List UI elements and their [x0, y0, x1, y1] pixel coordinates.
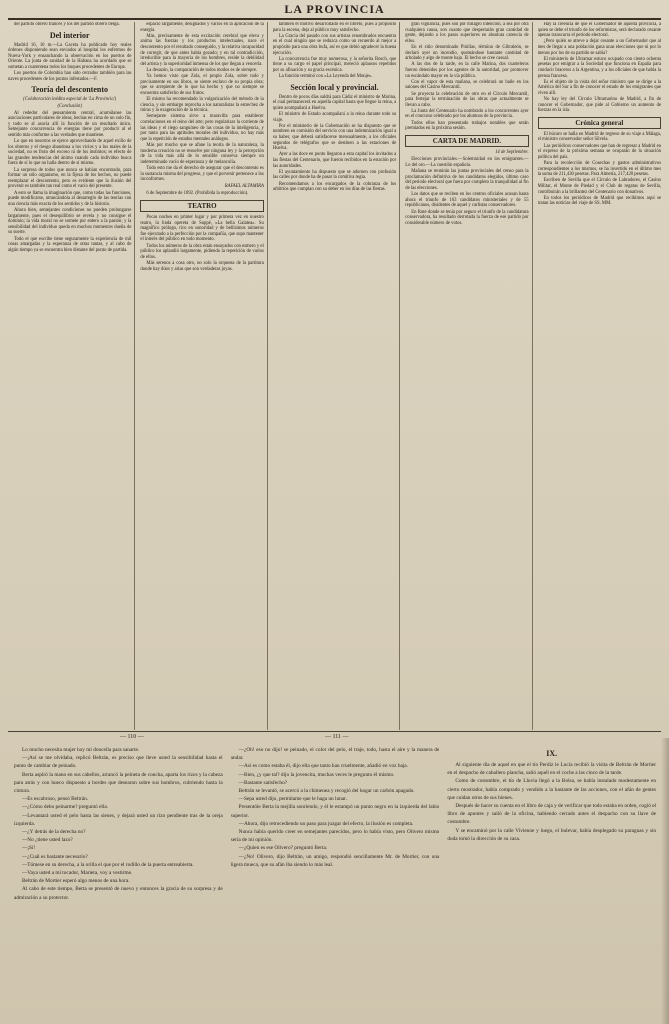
article-paragraph: El ministerio de Ultramar estuvo ocupado con ciento ochenta pesetas por emigrar a la Sociedad que funciona en España para conducir braceros a la Argentina, y a los oficiales de que habla la prensa francesa.: [537, 56, 662, 79]
byline: 14 de Septiembre.: [495, 149, 529, 155]
article-paragraph: Lo mucho necesita mujer hoy mi doncella para sanarte.: [22, 747, 140, 753]
page-number-mid: — 111 —: [325, 734, 349, 740]
top-rule: [8, 18, 661, 20]
article-paragraph: gran vigilancia, pues son por milagro intención, a sea por otra cualquiera causa, son cuanto que despertarán gran cantidad de gente, dejando a los pasos superiores en absoluta carencia de ellos.: [405, 22, 529, 44]
article-paragraph: Más por mucho que se afane la teoría de la naturaleza, la moderna creación no se resuelve por ninguna ley y la percepción de la vida más allá de lo sensible conserva siempre un indeterminado vacío de esperanza y de melancolía.: [140, 143, 264, 165]
article-paragraph: La Junta del Centenario ha nombrado a los concurrentes ayer en el concurso celebrado por los alumnos de la provincia.: [405, 108, 529, 120]
column-5: [538, 22, 661, 730]
article-paragraph: A las dos de la tarde, en la calle Marina, dos cuarteleros fueron detenidos por los agentes de la autoridad, por promover un escándalo mayor en la vía pública.: [405, 62, 529, 79]
article-paragraph: Presentóle Berta la mejilla sonriendo, y él le estampó un punto negro en la izquierda del labio superior.: [230, 804, 440, 819]
article-paragraph: Más serenos a cosa otro, no solo la orquesta de la partitura donde hay dúos y arias que son verdaderas joyas.: [140, 260, 264, 272]
article-paragraph: Berta aspiró la mano en sus cabellos, arrancó la peineta de concha, aparta los rizos y la cabeza para atrás y con hueco dispuesto a bordes que desearon sobre sus hombros, cubriendo hasta la cintura.: [14, 771, 223, 795]
article-paragraph: Es el objeto de la visita del señor ministro que se dirige a la América del Sur a fin de conocer el estado de los emigrantes que viven allí.: [537, 79, 662, 96]
article-paragraph: —¿Cuál es bastante necesario?: [22, 853, 88, 860]
column-4: [405, 22, 532, 730]
article-paragraph: Beltrán se levantó, se acercó a la chimenea y recogió del hogar un carbón apagado.: [238, 788, 415, 795]
folletin-left: [14, 746, 223, 1014]
byline: RAFAEL ALTAMIRA: [224, 183, 264, 189]
section-heading: IX.: [546, 749, 558, 758]
article-paragraph: Madrid 16, 10 m.—La Gaceta ha publicado hoy reales órdenes disponiendo sean enviados al hospital los enfermos de Nueva-York y ensanchando la observación en los puertos de Oriente. La junta de sanidad de la Habana ha acordado que se sometan a cuarentena todos los buques procedentes de Europa.: [8, 42, 132, 70]
article-paragraph: Ayer a las doce en punto llegaron a esta capital los invitados a las fiestas del Centenario, que fueron recibidos en la estación por las autoridades.: [272, 152, 397, 169]
article-paragraph: —¿Quien es ese Olivero? preguntó Berta.: [238, 845, 328, 852]
article-paragraph: —Así es como estaba él, dijo ella que tanto han cruelmente, añadió en voz baja.: [238, 763, 408, 770]
article-paragraph: —¿Y detrás de la derecha no?: [22, 829, 86, 836]
folletin-section: [14, 746, 656, 1014]
section-heading: Del interior: [49, 30, 90, 40]
section-heading: TEATRO: [140, 200, 263, 212]
article-paragraph: —Sepa usted dijo, permítame que le haga un lunar.: [238, 796, 347, 803]
article-paragraph: Recomendamos a los encargados de la cobranza de los arbitrios que cumplan con su deber en los días de las fiestas.: [272, 181, 397, 193]
article-paragraph: Al cabo de este tiempo, Berta se presentó de nuevo y entonces la gracia de su sorpresa y de admiración a su protector.: [14, 886, 223, 901]
folletin-right: [447, 746, 656, 1014]
article-paragraph: La Gracia del pasado con sus artistas renombrados encuentra en el cual ningún que se reduzca como un recuerdo al mejor a propósito para una obra bufa, así es que debió agradecer la buena ejecución.: [272, 33, 397, 56]
article-paragraph: —Tómese en su derecha, a la orilla el que por el rodillo de la puerta entreabierta.: [22, 861, 194, 868]
section-heading: Teoría del descontento: [31, 85, 108, 95]
article-paragraph: Se proyecta la celebración de otro en el Círculo Mercantil, para festejar la terminación de las obras que actualmente se llevan a cabo.: [405, 91, 529, 108]
article-paragraph: La sorpresa de todos que nunca se habían encontrado, para formar un sólo organismo, en la fijeza de los hechos, no puede reemplazar el descontento, pero es evidente que la ilusión del provenir es también tan real como el vacío del presente.: [8, 167, 132, 190]
article-paragraph: Pocas noches en primer lugar y por primera vez en nuestro teatro, la linda opereta de Suppé, «La bella Galatea». Su magnífico prólogo, rico en sonoridad y de bellísimos números fue ejecutado a la perfección por la compañía, que supo mantener el interés del público en todo momento.: [140, 214, 264, 243]
article-paragraph: —Es escabroso, pensó Beltrán.: [22, 796, 89, 803]
article-paragraph: —¿Cómo debo peinarme? preguntó ella.: [22, 804, 109, 811]
article-paragraph: del partido obrero francés y los del partido obrero belga.: [14, 22, 120, 27]
article-paragraph: El ministro de Estado acompañará a la reina durante todo su viaje.: [272, 112, 397, 123]
article-paragraph: El mismo ha recomendado la vulgarización del método de la ciencia, y sin embargo reprocha a los naturalistas la estrechez de miras y la exageración de la técnica.: [140, 97, 264, 114]
article-paragraph: ¿Pero quién se atreve a dejar cesante a un Gobernador que al mes de llegar a una población gana unas elecciones que ni por lo menos por los de su partido se sabía?: [537, 39, 662, 56]
article-paragraph: Con el vapor de esta mañana, se celebrará un baile en los salones del Casino Mercantil.: [405, 79, 529, 91]
article-paragraph: Todo esto me da el derecho de asegurar que el descontento es la sustancia misma del progreso, y que el porvenir pertenece a los inconformes.: [140, 166, 264, 183]
article-paragraph: —Bastante satisfecho?: [238, 779, 288, 786]
article-paragraph: Y se encaminó por la calle Vivienne y luego, el bulevar, había desplegado su paraguas y sin duda tomó la dirección de su casa.: [447, 827, 657, 842]
masthead-title: LA PROVINCIA: [284, 2, 385, 16]
article-paragraph: Los datos que se reciben en los centros oficiales acusan hasta ahora el triunfo de 163 candidatos ministeriales y de 55 republicanos, disidentes de aquel y carlistas conservadores.: [405, 192, 529, 209]
article-paragraph: Elecciones provinciales.—Solemnidad en los emigrantes.—Lo del oro.—La cuestión española.: [405, 157, 529, 169]
section-heading: (Conclusión): [57, 103, 82, 109]
article-paragraph: —¡Así se me olvidaba, replicó Beltrán, es preciso que lleve usted la sensibilidad hasta el punto de cambiar de peinado.: [14, 755, 223, 770]
article-paragraph: Dentro de pocos días saldrá para Cádiz el ministro de Marina, el cual permanecerá en aquella capital hasta que llegue la reina, a quien acompañará a Huelva.: [272, 94, 397, 111]
column-3: [273, 22, 400, 730]
article-paragraph: Para la recolección de Cosechas y gastos administrativos correspondientes a los mismos, se ha invertido en el último mes la suma de 211,430 pesetas. Para Almería, 217,420 pesetas.: [537, 161, 662, 178]
article-paragraph: 6 de Septiembre de 1892. (Prohibida la reproducción).: [146, 191, 249, 197]
article-paragraph: —¿No! Olivero, dijo Beltrán, un amigo, respondió sencillamente Mr. de Mortier, con una ligera mueca, que su afán iba siendo lo más leal.: [230, 853, 440, 868]
section-heading: (Colaboración inédita especial de 'La Provincia'): [23, 97, 117, 103]
article-paragraph: Los puertos de Colombia han sido cerrados también para las naves procedentes de los puntos infestados.—F.: [8, 71, 132, 82]
article-paragraph: Nunca había querido creer en semejantes parecidos, pero lo había visto, pero Olivero mismo sería de mi opinión.: [230, 829, 440, 844]
page-fold-shadow: [661, 738, 669, 1024]
section-heading: Sección local y provincial.: [290, 82, 379, 92]
article-paragraph: Lo que en nosotros se ejerce aprovechando de aquel exilio de los obreros y el riesgo abandona a los vicios y a los males de la sociedad, no es fruto del exceso ni de los instintos; es efecto de las grandes tendencias del ánimo cuando cada individuo busca fuera de sí lo que no halla dentro de sí mismo.: [8, 139, 132, 167]
article-paragraph: Escriben de Sevilla que el Círculo de Labradores, el Casino Militar, el Monte de Piedad y el Club de regatas de Sevilla, contribuirán a la brillantez del Centenario con donativos.: [537, 178, 662, 195]
article-paragraph: —Levantará usted el pelo hasta las sienes, y dejará usted un rizo pendiente tras de la oreja izquierda.: [14, 812, 223, 827]
article-paragraph: Al rededor del pensamiento central, acumúlanse las asociaciones particulares de ideas, hechas en cima de un solo fin, y todo se al asocia allí la función de un resultado único. Semejante concurrencia de energías tiene por producir al el sentido más conforme a las verdades que mantiene.: [8, 110, 132, 138]
folletin-rule: [8, 731, 661, 732]
article-paragraph: Todos los números de la obra están ensayados con esmero y el público los aplaudió largamente, pidiendo la repetición de varios de ellos.: [140, 243, 264, 260]
article-paragraph: Más, precisamente de esta excitación cerebral que eleva y anima las fuerzas y los productos intelectuales, nace el descontento por el resultado conseguido, y la relativa incapacidad de corregir, de que antes había gozado; y en tal contradicción, irreducible para la mayoría de los hombres, reside la debilidad del artista y la superioridad inmensa de los que llegan a vencerla.: [140, 33, 264, 67]
article-paragraph: La concurrencia fue muy numerosa, y la señorita Bosch, que tiene a su cargo el papel principal, mereció aplausos repetidos por su afinación y su gracia escénica.: [272, 56, 397, 73]
article-paragraph: Al siguiente día de aquel en que el tío Perdiz le Lucía recibió la visita de Beltrán de Mortier en el despacho de caballero plancha, salió aquél en el coche a las cinco de la tarde.: [447, 762, 657, 777]
article-paragraph: espacio largamente, designados y varios en la aplicación de la energía.: [140, 22, 264, 33]
article-paragraph: A esto se llama la imaginación que, como todas las funciones, puede modificarse, arrancándola al desarreglo de las teorías con una ciencia más exacta de los sentidos y de la historia.: [8, 190, 132, 207]
page-number-left: — 110 —: [120, 734, 144, 740]
column-1: [8, 22, 135, 730]
article-paragraph: también el motivo desarrollado en el libreto, pues a propósito para la escena, deja al público muy satisfecho.: [272, 22, 397, 33]
article-paragraph: Por el ministerio de la Gobernación se ha dispuesto que se nombren en comisión del servicio con una indemnización igual a su haber, que deberá satisfacerse mensualmente, a los oficiales segundos de telégrafos que se destinen a las estaciones de Huelva.: [272, 123, 397, 152]
article-paragraph: Ahora bien, semejantes condiciones no pueden prolongarse largamente, pues el desequilibrio se revela y no consigue el dominio; la vida moral no se somete por entero a la pasión; y la sensibilidad del individuo queda en muchos momentos dueña de su suerte.: [8, 208, 132, 236]
article-paragraph: En el sitio denominado Pinillas, término de Gibraleón, se declaró ayer un incendio, quemándose bastante cantidad de arbolado y algo de monte bajo. El hecho se cree casual.: [405, 44, 529, 62]
article-paragraph: Todo el que escribe tiene seguramente la experiencia de mil cosas amargadas y la esperanza de otras tantas, y al cabo de algún tiempo ya se encuentra bien distante del punto de partida.: [8, 236, 132, 253]
article-paragraph: En todos los periódicos de Madrid que recibimos aquí se tratan las noticias del viaje de SS. MM.: [537, 195, 662, 207]
article-paragraph: —No ¿tiene usted lazo?: [22, 837, 73, 844]
article-paragraph: —Vaya usted a mi tocador, Marieta, voy a vestirme.: [22, 870, 133, 877]
article-paragraph: El ayuntamiento ha dispuesto que se adornen con profusión las calles por donde ha de pasar la comitiva regia.: [272, 169, 397, 181]
article-paragraph: Las periódicos conservadores que han de regresar a Madrid en el expreso de la próxima semana se ocuparán de la situación política del país.: [537, 143, 662, 160]
article-paragraph: Beltrán de Mortier esperó algo menos de una hora.: [22, 878, 130, 885]
section-heading: Crónica general: [538, 117, 661, 129]
article-paragraph: En Rute donde se tenía por seguro el triunfo de la candidatura conservadora, ha resultado derrotada la fuerza de ese partido por considerable número de votos.: [405, 209, 529, 226]
article-paragraph: Hay la creencia de que el Gobernador de aquella provincia, a quien se debe el triunfo de los reformistas, será declarado cesante apenas transcurra el periodo electoral.: [537, 22, 662, 39]
article-paragraph: Semejante sistema sirve a maravilla para establecer correlaciones en el reino del arte; pero regularizar la corriente de las ideas y el riego sanguíneo de las cosas de la inteligencia, y por tanto para las aptitudes morales del individuo, no hay más que la repetición de estados mentales análogos.: [140, 114, 264, 142]
article-paragraph: La función terminó con «La Leyenda del Monje».: [278, 74, 373, 80]
section-heading: CARTA DE MADRID.: [405, 135, 528, 147]
upper-columns: [8, 22, 661, 730]
article-paragraph: Todos ellos han presentado trabajos notables que serán premiados en la próxima sesión.: [405, 120, 529, 132]
article-paragraph: —¡Sí!: [22, 845, 36, 852]
article-paragraph: El búcaro se halla en Madrid de regreso de su viaje a Málaga, el ministro conservador señor Silvela.: [537, 131, 662, 143]
article-paragraph: —Bien, ¿y que tal? dijo la jovencita, muchas veces le pregunto él mismo.: [238, 771, 395, 778]
folletin-mid: [231, 746, 440, 1014]
article-paragraph: Después de hacer su cuenta en el libro de caja y de verificar que todo estaba en orden, cogió el libro de apuntes y salió de la oficina, habiendo cerrado antes el despacho con su llave de costumbre.: [447, 803, 657, 826]
article-paragraph: Como de costumbre, el tío de Lluvia llegó a la Bolsa, se había instalado modestamente en cierto mostrador, había comprado y vendido a la bastante de las acciones, con el afán de gentes que cuidan otros de sus bienes.: [447, 778, 657, 801]
article-paragraph: Mañana se reunirán las juntas provinciales del censo para la proclamación definitiva de los candidatos elegidos, último caso del periodo electoral que fuera por completo la tranquilidad al fin de las elecciones.: [405, 169, 529, 191]
article-paragraph: No hay ley del Círculo Ultramarino de Madrid, a fin de conocer el Gobernador, que pide al Gobierno un aumento de fuerzas en la isla.: [537, 97, 662, 114]
column-2: [140, 22, 267, 730]
article-paragraph: Ya hemos visto que Zola, el propio Zola, sobre todo y precisamente en sus libros, se siente esclavo de su propia obra; que se arrepiente de lo que ha hecho y que no siempre se encuentra satisfecho de sus frutos.: [140, 74, 264, 96]
article-paragraph: —Ahora, dijo retrocediendo un paso para juzgar del efecto, la ilusión es completa.: [238, 820, 414, 827]
article-paragraph: —¿Oh! eso no dijo! se peinado, el color del pelo, el traje, todo, hasta el aire y la manera de andar.: [230, 747, 440, 762]
article-paragraph: La desazón, la comparación de todos modos es de siempre.: [146, 67, 258, 73]
